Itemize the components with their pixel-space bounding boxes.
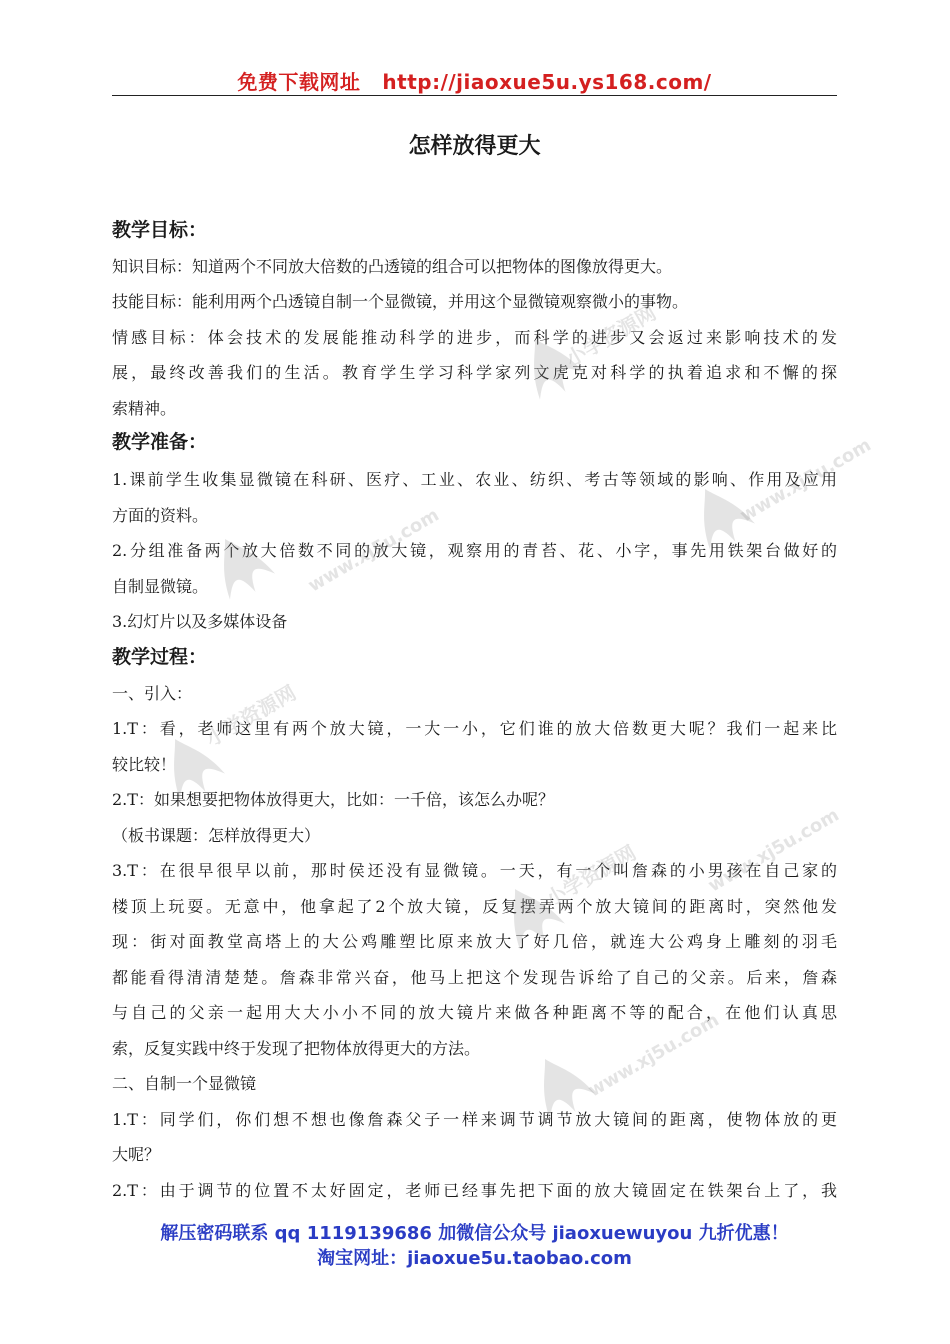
text-line: 2.分组准备两个放大倍数不同的放大镜，观察用的青苔、花、小字，事先用铁架台做好的 [112,541,837,560]
header-url-link[interactable]: http://jiaoxue5u.ys168.com/ [382,70,712,94]
text-line: 知识目标：知道两个不同放大倍数的凸透镜的组合可以把物体的图像放得更大。 [112,257,673,276]
watermark-url: www.xj5u.com [704,804,843,897]
text-line: 索，反复实践中终于发现了把物体放得更大的方法。 [112,1039,481,1058]
section-heading-preparation: 教学准备： [112,431,208,453]
header-download-line [112,66,837,95]
text-line: 情感目标：体会技术的发展能推动科学的进步，而科学的进步又会返过来影响技术的发 [112,328,837,347]
text-line: （板书课题：怎样放得更大） [112,826,321,845]
text-line: 一、引入： [112,684,193,703]
section-heading-objectives: 教学目标： [112,219,208,241]
text-line: 二、自制一个显微镜 [112,1074,257,1093]
text-line: 展，最终改善我们的生活。教育学生学习科学家列文虎克对科学的执着追求和不懈的探 [112,363,837,382]
section-heading-process: 教学过程： [112,646,208,668]
text-line: 3.T：在很早很早以前，那时侯还没有显微镜。一天，有一个叫詹森的小男孩在自己家的 [112,861,837,880]
text-line: 3.幻灯片以及多媒体设备 [112,612,288,631]
text-line: 1.课前学生收集显微镜在科研、医疗、工业、农业、纺织、考古等领域的影响、作用及应用 [112,470,837,489]
header-label: 免费下载网址 [237,70,361,94]
text-line: 与自己的父亲一起用大大小小不同的放大镜片来做各种距离不等的配合，在他们认真思 [112,1003,837,1022]
text-line: 索精神。 [112,399,177,418]
watermark-url: www.xj5u.com [584,1009,723,1102]
watermark-url: www.xj5u.com [736,434,875,527]
footer-shop-url[interactable]: 淘宝网址：jiaoxue5u.taobao.com [317,1248,632,1269]
page-title: 怎样放得更大 [408,134,541,159]
header-divider [112,95,837,96]
text-line: 楼顶上玩耍。无意中，他拿起了2个放大镜，反复摆弄两个放大镜间的距离时，突然他发 [112,897,837,916]
text-line: 方面的资料。 [112,506,209,525]
text-line: 现：街对面教堂高塔上的大公鸡雕塑比原来放大了好几倍，就连大公鸡身上雕刻的羽毛 [112,932,837,951]
text-line: 都能看得清清楚楚。詹森非常兴奋，他马上把这个发现告诉给了自己的父亲。后来，詹森 [112,968,837,987]
text-line: 较比较！ [112,755,177,774]
text-line: 2.T：由于调节的位置不太好固定，老师已经事先把下面的放大镜固定在铁架台上了，我 [112,1181,837,1200]
text-line: 技能目标：能利用两个凸透镜自制一个显微镜，并用这个显微镜观察微小的事物。 [112,292,689,311]
watermark-name: 小学资源网 [541,840,641,912]
text-line: 自制显微镜。 [112,577,209,596]
text-line: 1.T：同学们，你们想不想也像詹森父子一样来调节调节放大镜间的距离，使物体放的更 [112,1110,837,1129]
text-line: 大呢？ [112,1145,161,1164]
watermark-name: 小学资源网 [201,680,301,752]
footer-contact: 解压密码联系 qq 1119139686 加微信公众号 jiaoxuewuyou 九折优惠！ [160,1223,789,1244]
watermark-name: 小学资源网 [561,300,661,372]
text-line: 1.T：看，老师这里有两个放大镜，一大一小，它们谁的放大倍数更大呢？我们一起来比 [112,719,837,738]
text-line: 2.T：如果想要把物体放得更大，比如：一千倍，该怎么办呢？ [112,790,554,809]
watermark-url: www.xj5u.com [304,504,443,597]
